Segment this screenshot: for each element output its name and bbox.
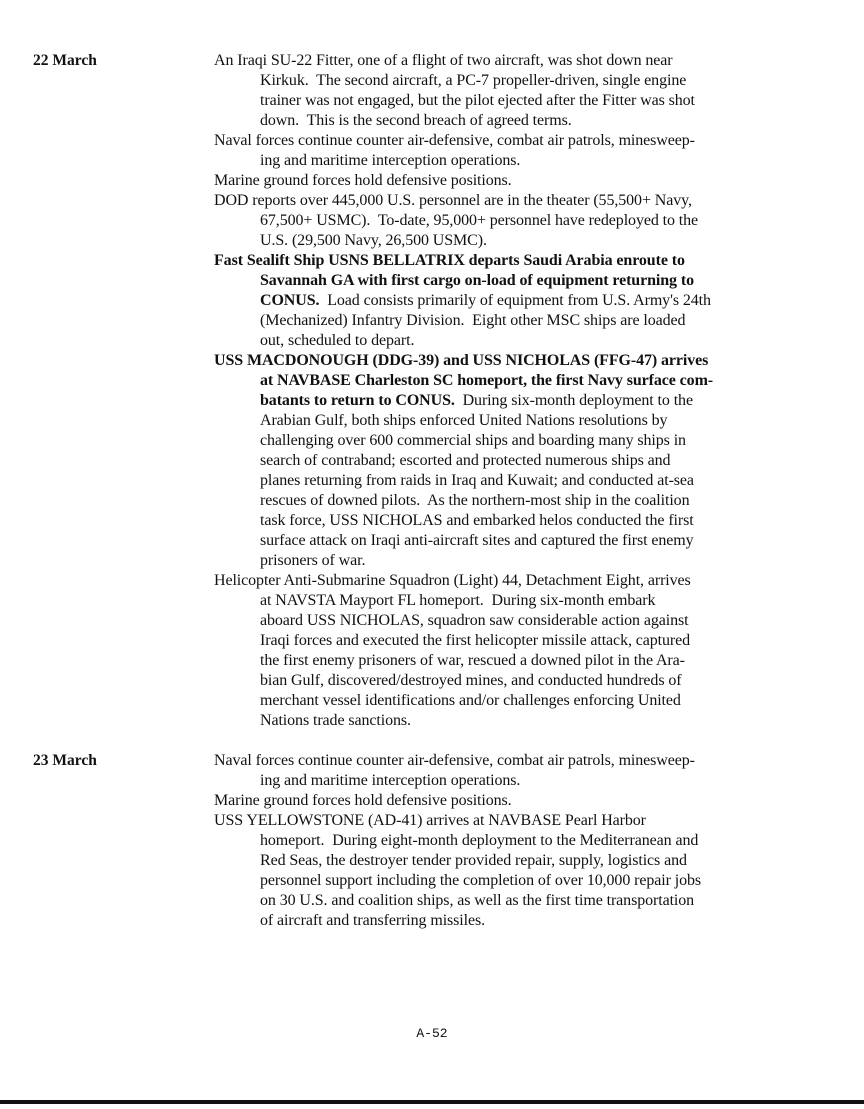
text: surface attack on Iraqi anti-aircraft sites and captured the first enemy <box>260 532 694 549</box>
text-line <box>214 91 814 111</box>
text-line <box>214 811 814 831</box>
text: DOD reports over 445,000 U.S. personnel are in the theater (55,500+ Navy, <box>214 192 692 209</box>
text: USS YELLOWSTONE (AD-41) arrives at NAVBASE Pearl Harbor <box>214 812 646 829</box>
text-line <box>214 531 814 551</box>
text: trainer was not engaged, but the pilot ejected after the Fitter was shot <box>260 92 695 109</box>
text-line <box>214 231 814 251</box>
text-line <box>214 251 814 271</box>
bold-text: at NAVBASE Charleston SC homeport, the first Navy surface com- <box>260 372 714 389</box>
text: Naval forces continue counter air-defensive, combat air patrols, minesweep- <box>214 132 695 149</box>
bold-text: CONUS. <box>260 292 320 309</box>
text: down. This is the second breach of agreed terms. <box>260 112 572 129</box>
text: 67,500+ USMC). To-date, 95,000+ personnel have redeployed to the <box>260 212 699 229</box>
text-line <box>214 491 814 511</box>
text: Naval forces continue counter air-defensive, combat air patrols, minesweep- <box>214 752 695 769</box>
text-line <box>214 431 814 451</box>
date-23-march: 23 March <box>33 752 97 769</box>
text: homeport. During eight-month deployment to the Mediterranean and <box>260 832 699 849</box>
entry-paragraph <box>214 571 814 731</box>
text-line <box>214 191 814 211</box>
text-line <box>214 51 814 71</box>
text: of aircraft and transferring missiles. <box>260 912 486 929</box>
text-line <box>214 371 814 391</box>
text-line <box>214 651 814 671</box>
text: personnel support including the completion of over 10,000 repair jobs <box>260 872 702 889</box>
text-line <box>214 631 814 651</box>
text-line <box>214 451 814 471</box>
text: Nations trade sanctions. <box>260 712 411 729</box>
text: U.S. (29,500 Navy, 26,500 USMC). <box>260 232 487 249</box>
text-line <box>214 391 814 411</box>
text: the first enemy prisoners of war, rescued a downed pilot in the Ara- <box>260 652 685 669</box>
text: challenging over 600 commercial ships and boarding many ships in <box>260 432 686 449</box>
entry-paragraph <box>214 351 814 571</box>
text: Marine ground forces hold defensive positions. <box>214 172 512 189</box>
text-line <box>214 611 814 631</box>
bottom-rule <box>0 1100 864 1104</box>
text-line <box>214 111 814 131</box>
text-line <box>214 591 814 611</box>
text-line <box>214 271 814 291</box>
entry-paragraph <box>214 751 814 791</box>
text-line <box>214 851 814 871</box>
text-line <box>214 331 814 351</box>
text: Helicopter Anti-Submarine Squadron (Light) 44, Detachment Eight, arrives <box>214 572 691 589</box>
text: task force, USS NICHOLAS and embarked helos conducted the first <box>260 512 694 529</box>
text-line <box>214 751 814 771</box>
text: Arabian Gulf, both ships enforced United Nations resolutions by <box>260 412 668 429</box>
text: rescues of downed pilots. As the northern-most ship in the coalition <box>260 492 690 509</box>
text: During six-month deployment to the <box>454 392 693 409</box>
entry-paragraph <box>214 171 814 191</box>
text: Marine ground forces hold defensive positions. <box>214 792 512 809</box>
text-line <box>214 891 814 911</box>
text: out, scheduled to depart. <box>260 332 415 349</box>
text: (Mechanized) Infantry Division. Eight other MSC ships are loaded <box>260 312 686 329</box>
text-line <box>214 571 814 591</box>
entry-paragraph <box>214 51 814 131</box>
text-line <box>214 691 814 711</box>
text-line <box>214 831 814 851</box>
text-line <box>214 71 814 91</box>
text: aboard USS NICHOLAS, squadron saw considerable action against <box>260 612 689 629</box>
bold-text: Fast Sealift Ship USNS BELLATRIX departs Saudi Arabia enroute to <box>214 252 685 269</box>
text: at NAVSTA Mayport FL homeport. During six-month embark <box>260 592 656 609</box>
text: Iraqi forces and executed the first helicopter missile attack, captured <box>260 632 691 649</box>
text-line <box>214 311 814 331</box>
text: Red Seas, the destroyer tender provided repair, supply, logistics and <box>260 852 687 869</box>
date-22-march: 22 March <box>33 52 97 69</box>
text-line <box>214 351 814 371</box>
text: Load consists primarily of equipment from U.S. Army's 24th <box>319 292 711 309</box>
text: on 30 U.S. and coalition ships, as well as the first time transportation <box>260 892 695 909</box>
text-line <box>214 171 814 191</box>
text-line <box>214 791 814 811</box>
text-line <box>214 711 814 731</box>
entry-paragraph <box>214 131 814 171</box>
entry-paragraph <box>214 791 814 811</box>
text: ing and maritime interception operations. <box>260 772 521 789</box>
text: bian Gulf, discovered/destroyed mines, and conducted hundreds of <box>260 672 682 689</box>
text: prisoners of war. <box>260 552 366 569</box>
text: search of contraband; escorted and protected numerous ships and <box>260 452 671 469</box>
text-line <box>214 511 814 531</box>
text-line <box>214 471 814 491</box>
bold-text: USS MACDONOUGH (DDG-39) and USS NICHOLAS (FFG-47) arrives <box>214 352 709 369</box>
page-number: A-52 <box>416 1026 448 1041</box>
text-line <box>214 911 814 931</box>
entry-paragraph <box>214 191 814 251</box>
text-line <box>214 551 814 571</box>
text: ing and maritime interception operations. <box>260 152 521 169</box>
text: merchant vessel identifications and/or challenges enforcing United <box>260 692 681 709</box>
text-line <box>214 771 814 791</box>
text-line <box>214 671 814 691</box>
entry-paragraph <box>214 811 814 931</box>
text: planes returning from raids in Iraq and Kuwait; and conducted at-sea <box>260 472 694 489</box>
section-23-march-entries <box>214 751 814 931</box>
entry-paragraph <box>214 251 814 351</box>
text-line <box>214 291 814 311</box>
text-line <box>214 131 814 151</box>
text: Kirkuk. The second aircraft, a PC-7 propeller-driven, single engine <box>260 72 687 89</box>
bold-text: batants to return to CONUS. <box>260 392 455 409</box>
text: An Iraqi SU-22 Fitter, one of a flight of two aircraft, was shot down near <box>214 52 673 69</box>
text-line <box>214 211 814 231</box>
section-22-march-entries <box>214 51 814 731</box>
text-line <box>214 411 814 431</box>
text-line <box>214 871 814 891</box>
bold-text: Savannah GA with first cargo on-load of equipment returning to <box>260 272 694 289</box>
text-line <box>214 151 814 171</box>
